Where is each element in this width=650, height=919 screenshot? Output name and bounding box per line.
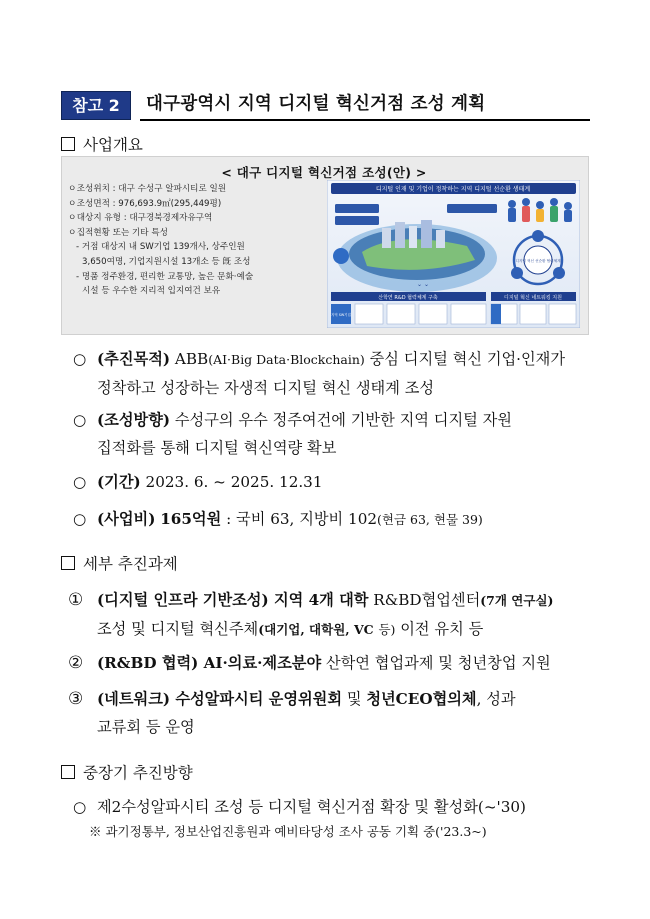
reference-badge: 참고 2 — [61, 91, 131, 120]
task-item-3: ③ (네트워크) 수성알파시티 운영위원회 및 청년CEO협의체, 성과 교류회 등 운영 — [68, 689, 516, 736]
checkbox-square-icon — [61, 765, 75, 779]
bullet-longterm: ○ 제2수성알파시티 조성 등 디지털 혁신거점 확장 및 활성화(~'30) — [73, 798, 526, 816]
title-underline — [140, 119, 590, 121]
checkbox-square-icon — [61, 556, 75, 570]
diagram-band-label: 디지털 혁신 네트워킹 지원 — [504, 295, 562, 301]
figure-info-item: ㅇ 조성면적 : 976,693.9㎡(295,449평) — [68, 198, 222, 209]
section-heading-tasks: 세부 추진과제 — [61, 553, 178, 575]
footnote: ※ 과기정통부, 정보산업진흥원과 예비타당성 조사 공동 기획 중('23.3~) — [89, 824, 487, 839]
checkbox-square-icon — [61, 137, 75, 151]
diagram-box-label: 지역 SW기업 — [331, 313, 351, 317]
section-heading-longterm: 중장기 추진방향 — [61, 762, 193, 784]
bullet-period: ○ (기간) 2023. 6. ~ 2025. 12.31 — [73, 473, 323, 491]
section-heading-overview: 사업개요 — [61, 134, 143, 156]
figure-info-sub: 시설 등 우수한 지리적 입지여건 보유 — [82, 286, 221, 297]
bullet-budget: ○ (사업비) 165억원 : 국비 63, 지방비 102(현금 63, 현물 39) — [73, 510, 483, 528]
task-item-1: ① (디지털 인프라 기반조성) 지역 4개 대학 R&BD협업센터(7개 연구실) 조성 및 디지털 혁신주체(대기업, 대학원, VC 등) 이전 유치 등 — [68, 590, 554, 638]
diagram-band-label: 산학연 R&D 협력체계 구축 — [378, 295, 438, 301]
figure-info-sub: - 거점 대상지 내 SW기업 139개사, 상주인원 — [76, 242, 245, 253]
svg-text:⌄ ⌄: ⌄ ⌄ — [417, 281, 429, 288]
figure-info-item: ㅇ 집적현황 또는 기타 특성 — [68, 227, 168, 238]
figure-info-item: ㅇ 조성위치 : 대구 수성구 알파시티로 일원 — [68, 184, 227, 194]
figure-info-sub: - 명품 정주환경, 편리한 교통망, 높은 문화·예술 — [76, 271, 254, 282]
diagram-title: 디지털 인재 및 기업이 정착하는 지역 디지털 선순환 생태계 — [375, 186, 531, 193]
ecosystem-illustration — [327, 180, 580, 328]
figure-caption: < 대구 디지털 혁신거점 조성(안) > — [61, 163, 587, 181]
diagram-cycle-label: 디지털 혁신 선순환 협력체계 — [515, 259, 561, 263]
figure-info-item: ㅇ 대상지 유형 : 대구경북경제자유구역 — [68, 213, 213, 224]
figure-info-list — [68, 182, 323, 299]
task-item-2: ② (R&BD 협력) AI·의료·제조분야 산학연 협업과제 및 청년창업 지원 — [68, 653, 551, 673]
bullet-purpose: ○ (추진목적) ABB(AI·Big Data·Blockchain) 중심 디지털 혁신 기업·인재가 정착하고 성장하는 자생적 디지털 혁신 생태계 조성 — [73, 350, 566, 397]
figure-info-sub: 3,650여명, 기업지원시설 13개소 등 旣 조성 — [82, 256, 251, 267]
page-title: 대구광역시 지역 디지털 혁신거점 조성 계획 — [146, 94, 486, 114]
bullet-direction: ○ (조성방향) 수성구의 우수 정주여건에 기반한 지역 디지털 자원 집적화를 통해 디지털 혁신역량 확보 — [73, 411, 512, 457]
